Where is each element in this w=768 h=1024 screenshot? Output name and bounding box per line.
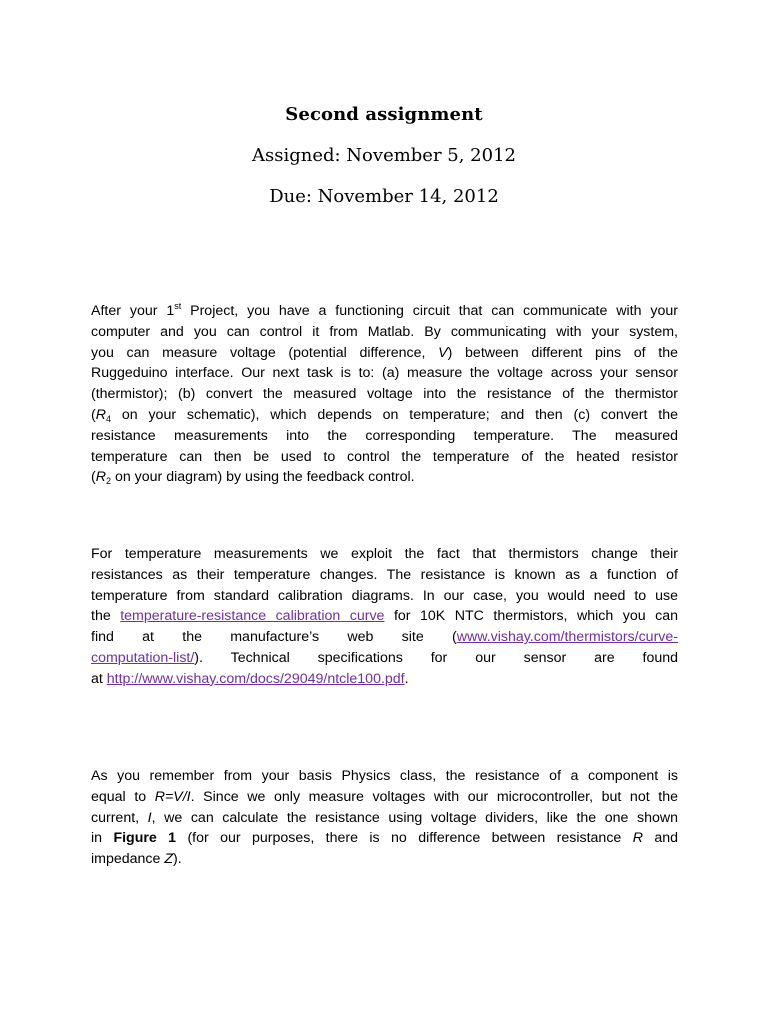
text-line: For temperature measurements we exploit the fact that thermistors change their [91, 546, 678, 562]
text-line: the temperature-resistance calibration curve for 10K NTC thermistors, which you can [91, 608, 678, 625]
text-line: temperature can then be used to control the temperature of the heated resistor [91, 448, 678, 465]
datasheet-link[interactable]: http://www.vishay.com/docs/29049/ntcle100.pdf [106, 670, 405, 687]
due-date: Due: November 14, 2012 [269, 186, 499, 207]
voltage-divider-paragraph [91, 766, 678, 870]
intro-paragraph [91, 301, 678, 488]
text-line: resistances as their temperature changes. The resistance is known as a function of [91, 566, 678, 583]
text-line: (thermistor); (b) convert the measured voltage into the resistance of the thermistor [91, 386, 678, 403]
text-line: ($R_4$ on your schematic), which depends on temperature; and then (c) convert the [91, 406, 678, 424]
text-line: temperature from standard calibration diagrams. In our case, you would need to use [91, 587, 678, 604]
assigned-date: Assigned: November 5, 2012 [252, 145, 516, 166]
vishay-curve-link-continued[interactable]: computation-list/ [91, 649, 195, 666]
vishay-curve-link[interactable]: www.vishay.com/thermistors/curve- [456, 629, 678, 646]
text-line: computer and you can control it from Matlab. By communicating with your system, [91, 323, 678, 340]
figure-reference: Figure 1 [113, 830, 177, 847]
text-line: at http://www.vishay.com/docs/29049/ntcle100.pdf. [91, 670, 409, 687]
calibration-curve-link[interactable]: temperature-resistance calibration curve [120, 608, 385, 625]
text-line: After your 1st Project, you have a functioning circuit that can communicate with your [91, 301, 678, 319]
text-line: Ruggeduino interface. Our next task is to: (a) measure the voltage across your sensor [91, 365, 678, 382]
text-line: equal to R=V/I. Since we only measure voltages with our microcontroller, but not the [91, 788, 678, 805]
text-line: ($R_2$ on your diagram) by using the feedback control. [91, 469, 415, 487]
calibration-paragraph [91, 544, 678, 690]
assignment-title: Second assignment [285, 104, 483, 125]
text-line: you can measure voltage (potential difference, V) between different pins of the [91, 344, 678, 361]
text-line: current, I, we can calculate the resistance using voltage dividers, like the one shown [91, 809, 678, 826]
text-line: resistance measurements into the corresponding temperature. The measured [91, 427, 678, 444]
text-line: find at the manufacture’s web site (www.vishay.com/thermistors/curve- [91, 629, 678, 646]
text-line: impedance Z). [91, 851, 182, 868]
text-line: As you remember from your basis Physics class, the resistance of a component is [91, 768, 678, 784]
text-line: in Figure 1 (for our purposes, there is no difference between resistance R and [91, 830, 678, 847]
text-line: computation-list/). Technical specifications for our sensor are found [91, 649, 678, 666]
